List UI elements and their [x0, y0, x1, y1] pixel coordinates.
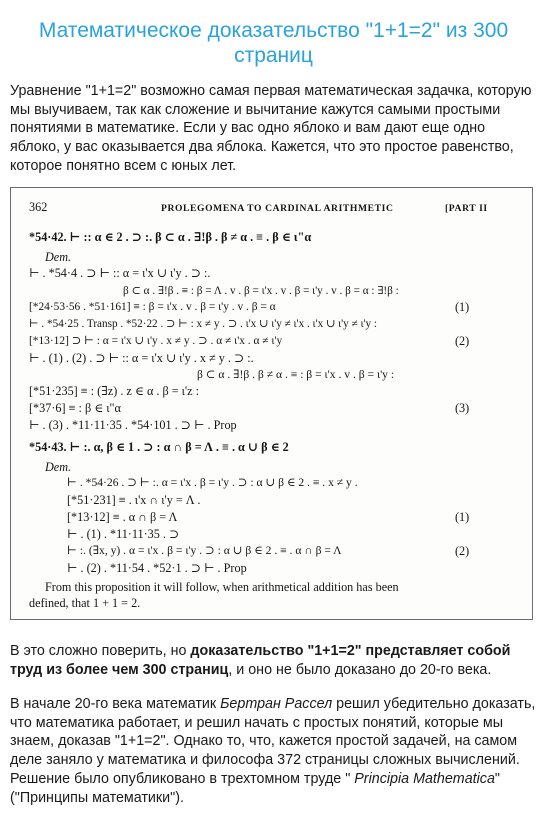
- equation-number: (1): [455, 510, 470, 524]
- text-run: " ("Принципы математики").: [10, 770, 500, 806]
- page-number: 362: [29, 200, 48, 214]
- italic-name: Бертран Рассел: [220, 696, 333, 712]
- proof-line: ⊢ . *54·25 . Transp . *52·22 . ⊃ ⊢ : x ≠ y . ⊃ . ι'x ∪ ι'y ≠ ι'x . ι'x ∪ ι'y ≠ ι'y :: [29, 318, 378, 330]
- proof-line: ⊢ :. (∃x, y) . α = ι'x . β = ι'y . ⊃ : α ∪ β ∈ 2 . ≡ . α ∩ β = Λ: [67, 544, 342, 557]
- proof-line: [*51·235] ≡ : (∃z) . z ∈ α . β = ι'z :: [29, 384, 199, 398]
- italic-book-title: Principia Mathematica: [354, 770, 495, 787]
- proof-line: [*24·53·56 . *51·161] ≡ : β = ι'x . v . β = ι'y . v . β = α: [29, 301, 276, 313]
- proof-line: ⊢ . *54·26 . ⊃ ⊢ :. α = ι'x . β = ι'y . ⊃ : α ∪ β ∈ 2 . ≡ . x ≠ y .: [67, 476, 358, 489]
- text-run: В начале 20-го века математик: [10, 696, 221, 712]
- proof-line: ⊢ . (1) . *11·11·35 . ⊃: [67, 527, 180, 541]
- proof-line: [*51·231] ≡ . ι'x ∩ ι'y = Λ .: [67, 493, 201, 507]
- proof-line: β ⊂ α . ∃!β . ≡ : β = Λ . v . β = ι'x . v . β = ι'y . v . β = α : ∃!β :: [123, 285, 399, 297]
- proof-line: *54·42. ⊢ :: α ∈ 2 . ⊃ :. β ⊂ α . ∃!β . β ≠ α . ≡ . β ∈ ι"α: [29, 230, 312, 244]
- text-run: , и оно не было доказано до 20-го века.: [228, 661, 492, 678]
- equation-number: (2): [455, 544, 470, 558]
- proof-line: ⊢ . (1) . (2) . ⊃ ⊢ :: α = ι'x ∪ ι'y . x ≠ y . ⊃ :.: [29, 351, 254, 365]
- article-title: Математическое доказательство "1+1=2" из 300 страниц: [38, 19, 509, 67]
- equation-number: (3): [455, 401, 470, 415]
- principia-page-scan: [10, 187, 533, 620]
- proof-line: From this proposition it will follow, when arithmetical addition has been: [45, 580, 399, 594]
- proof-line: ⊢ . (3) . *11·11·35 . *54·101 . ⊃ ⊢ . Prop: [29, 418, 237, 432]
- proof-line: β ⊂ α . ∃!β . β ≠ α . ≡ : β = ι'x . v . β = ι'y :: [197, 368, 395, 381]
- proof-line: Dem.: [45, 460, 72, 474]
- intro-paragraph: Уравнение "1+1=2" возможно самая первая математическая задачка, которую мы выучиваем, так как сложение и вычитание кажутся самыми простыми понятиями в математике. Если у вас одно яблоко и вам дают еще одно яблоко, у вас оказывается два яблока. Кажется, что это простое равенство, которое понятно всем с юных лет.: [10, 83, 532, 174]
- text-run: решил убедительно доказать, что математика работает, и решил начать с простых понятий, которые мы знаем, доказав "1+1=2". Однако то, что, кажется простой задачей, на самом деле заняло у математика и философа 372 страницы сложных вычислений. Решение было опубликовано в трехтомном труде ": [10, 696, 536, 787]
- equation-number: (1): [455, 300, 470, 314]
- proof-line: *54·43. ⊢ :. α, β ∈ 1 . ⊃ : α ∩ β = Λ . ≡ . α ∪ β ∈ 2: [29, 440, 289, 454]
- proof-line: [*13·12] ⊃ ⊢ : α = ι'x ∪ ι'y . x ≠ y . ⊃ . α ≠ ι'x . α ≠ ι'y: [29, 335, 283, 347]
- running-head: PROLEGOMENA TO CARDINAL ARITHMETIC: [161, 203, 394, 214]
- bold-text-run: доказательство "1+1=2" представляет собой труд из более чем 300 страниц: [10, 643, 511, 678]
- text-run: В это сложно поверить, но: [10, 643, 191, 659]
- paragraph-proof-length: [10, 642, 538, 679]
- proof-line: [*37·6] ≡ : β ∈ ι"α: [29, 401, 121, 415]
- proof-line: ⊢ . (2) . *11·54 . *52·1 . ⊃ ⊢ . Prop: [67, 561, 247, 575]
- proof-line: Dem.: [45, 250, 72, 264]
- proof-line: defined, that 1 + 1 = 2.: [29, 596, 141, 610]
- part-label: [PART II: [445, 203, 488, 214]
- paragraph-russell: [10, 695, 538, 807]
- proof-line: ⊢ . *54·4 . ⊃ ⊢ :: α = ι'x ∪ ι'y . ⊃ :.: [29, 266, 211, 280]
- proof-line: [*13·12] ≡ . α ∩ β = Λ: [67, 510, 178, 524]
- equation-number: (2): [455, 334, 470, 348]
